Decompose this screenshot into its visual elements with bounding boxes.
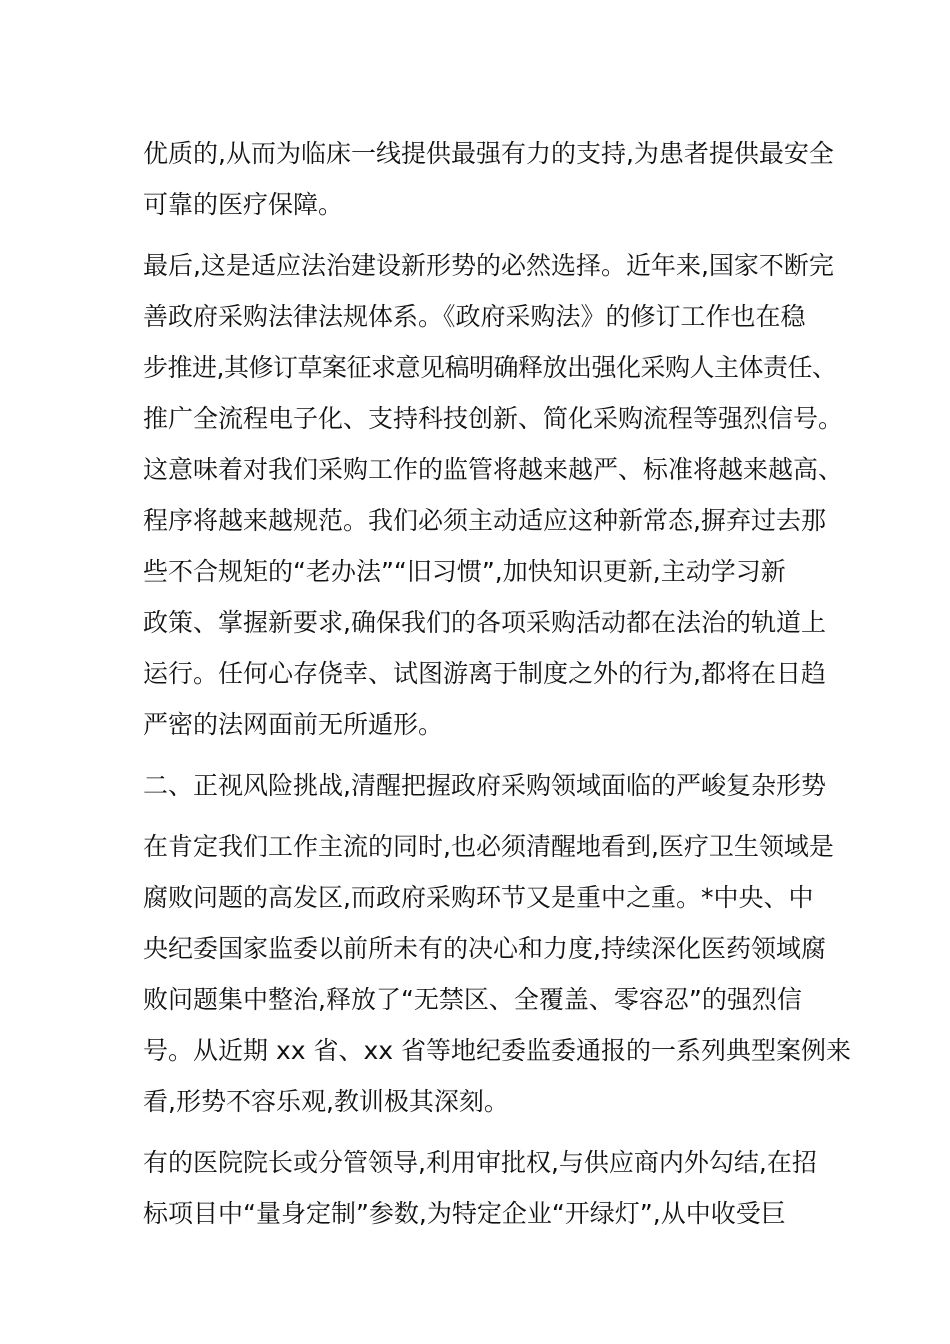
paragraph-case-examples [143, 1137, 817, 1239]
text-line: 严密的法网面前无所遁形。 [143, 710, 444, 739]
text-line: 推广全流程电子化、支持科技创新、简化采购流程等强烈信号。 [143, 404, 844, 433]
text-line: 号。从近期 xx 省、xx 省等地纪委监委通报的一系列典型案例来 [143, 1036, 852, 1065]
text-line: 央纪委国家监委以前所未有的决心和力度,持续深化医药领域腐 [143, 934, 826, 963]
text-line: 运行。任何心存侥幸、试图游离于制度之外的行为,都将在日趋 [143, 659, 826, 688]
text-line: 优质的,从而为临床一线提供最强有力的支持,为患者提供最安全 [143, 139, 834, 168]
text-line: 最后,这是适应法治建设新形势的必然选择。近年来,国家不断完 [143, 251, 834, 280]
paragraph-risk-situation [143, 821, 852, 1127]
text-line: 这意味着对我们采购工作的监管将越来越严、标准将越来越高、 [143, 455, 844, 484]
heading-line: 二、正视风险挑战,清醒把握政府采购领域面临的严峻复杂形势 [143, 771, 826, 800]
text-line: 标项目中“量身定制”参数,为特定企业“开绿灯”,从中收受巨 [143, 1199, 786, 1228]
document-body [143, 128, 852, 1249]
paragraph-continuation [143, 128, 834, 230]
text-line: 看,形势不容乐观,教训极其深刻。 [143, 1087, 509, 1116]
text-line: 在肯定我们工作主流的同时,也必须清醒地看到,医疗卫生领域是 [143, 832, 834, 861]
text-line: 可靠的医疗保障。 [143, 190, 344, 219]
text-line: 败问题集中整治,释放了“无禁区、全覆盖、零容忍”的强烈信 [143, 985, 802, 1014]
text-line: 政策、掌握新要求,确保我们的各项采购活动都在法治的轨道上 [143, 608, 826, 637]
section-heading [143, 760, 826, 811]
text-line: 程序将越来越规范。我们必须主动适应这种新常态,摒弃过去那 [143, 506, 826, 535]
text-line: 有的医院院长或分管领导,利用审批权,与供应商内外勾结,在招 [143, 1148, 817, 1177]
text-line: 些不合规矩的“老办法”“旧习惯”,加快知识更新,主动学习新 [143, 557, 786, 586]
text-line: 步推进,其修订草案征求意见稿明确释放出强化采购人主体责任、 [143, 353, 837, 382]
text-line: 腐败问题的高发区,而政府采购环节又是重中之重。*中央、中 [143, 883, 814, 912]
paragraph-rule-of-law [143, 240, 844, 750]
text-line: 善政府采购法律法规体系。《政府采购法》的修订工作也在稳 [143, 302, 806, 331]
